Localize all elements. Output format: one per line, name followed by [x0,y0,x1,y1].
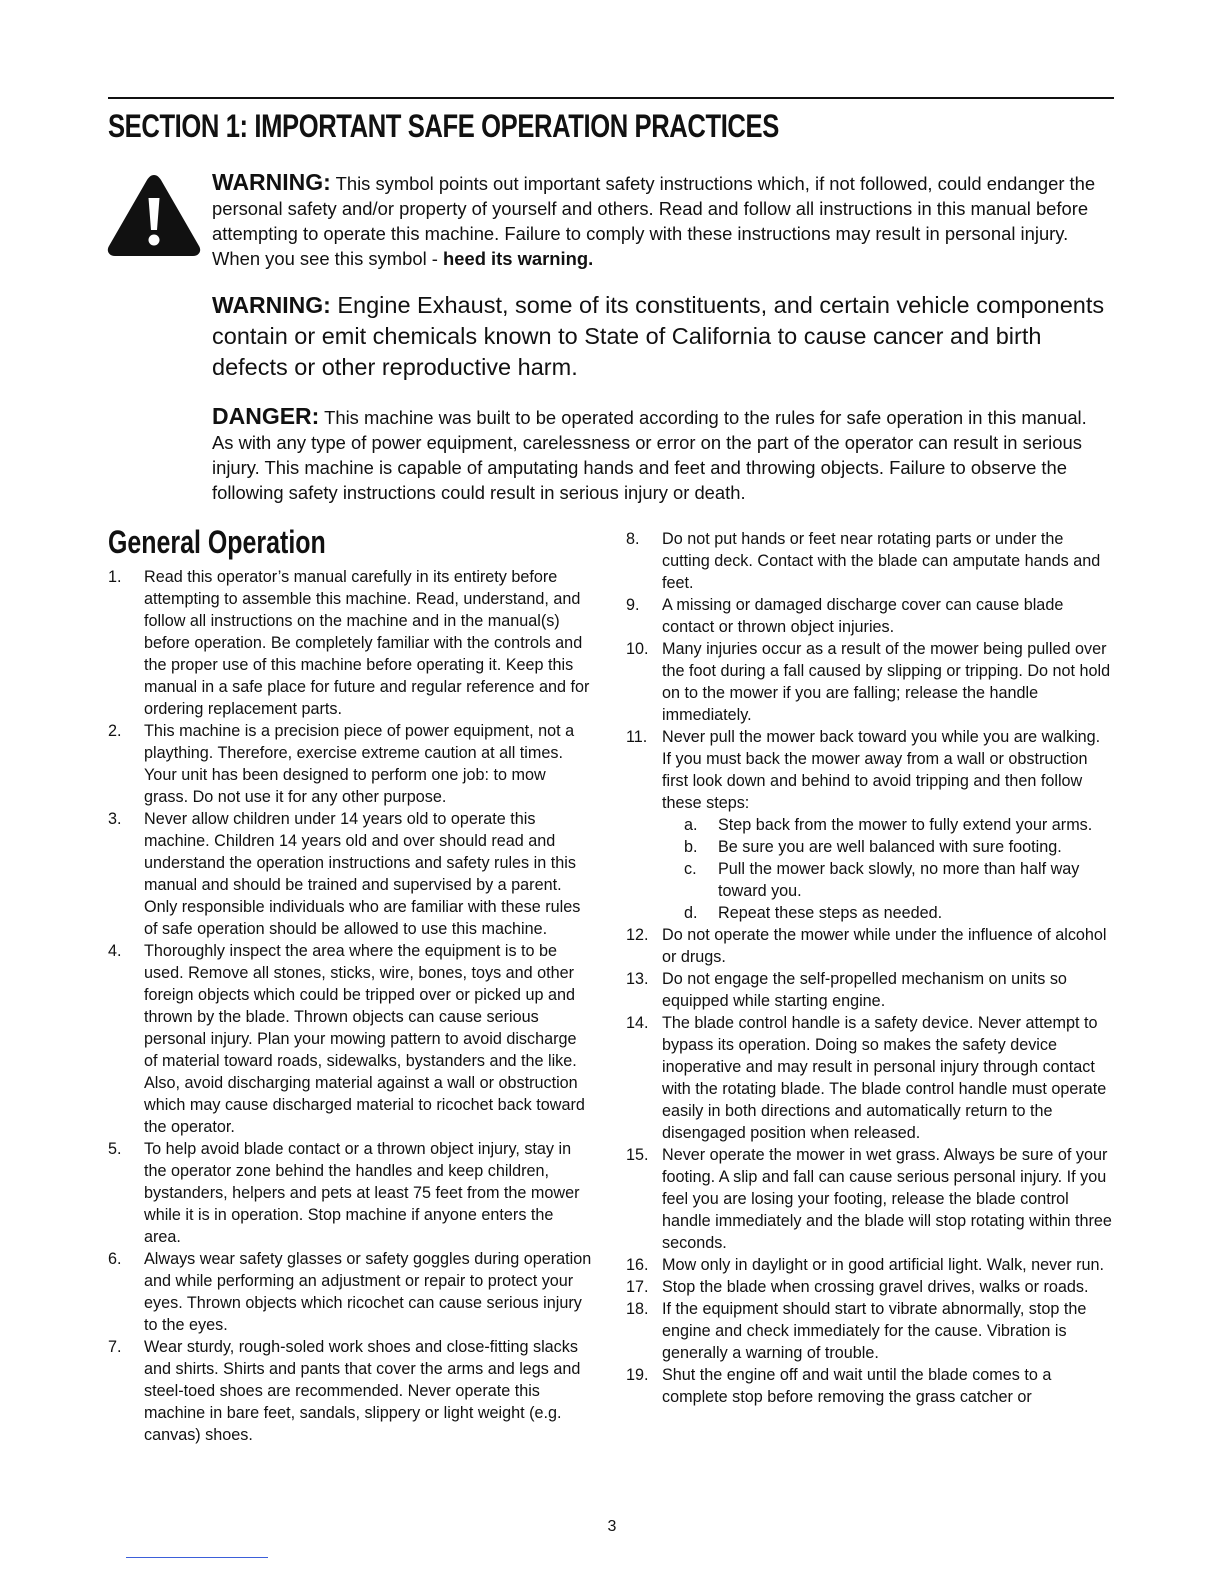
list-item [108,720,593,808]
item-number: 13. [626,970,649,988]
list-item [626,1298,1112,1364]
item-text: Never operate the mower in wet grass. Always be sure of your footing. A slip and fall can cause serious personal injury. If you feel you are losing your footing, release the blade control handle immediately and the blade will stop rotating within three seconds. [662,1146,1112,1252]
item-number: 12. [626,926,649,944]
item-number: 18. [626,1300,649,1318]
item-text: To help avoid blade contact or a thrown object injury, stay in the operator zone behind the handles and keep children, bystanders, helpers and pets at least 75 feet from the mower while it is in operation. Stop machine if anyone enters the area. [144,1140,580,1246]
safety-list-right-column [626,528,1112,1408]
sub-item-text: Repeat these steps as needed. [718,904,943,922]
item-number: 17. [626,1278,649,1296]
item-number: 7. [108,1338,122,1356]
page-number: 3 [607,1518,617,1535]
list-item [626,1276,1112,1298]
item-number: 19. [626,1366,649,1384]
item-text: Wear sturdy, rough-soled work shoes and close-fitting slacks and shirts. Shirts and pants that cover the arms and legs and steel-toed shoes are recommended. Never operate this machine in bare feet, sandals, slippery or light weight (e.g. canvas) shoes. [144,1338,581,1444]
warning-emphasis: heed its warning [443,248,589,269]
danger-notice [212,404,1112,505]
item-number: 9. [626,596,640,614]
list-item [626,924,1112,968]
sub-list-item [662,814,1112,836]
item-text: Do not engage the self-propelled mechanism on units so equipped while starting engine. [662,970,1067,1010]
sub-item-letter: a. [684,816,698,834]
item-text: If the equipment should start to vibrate abnormally, stop the engine and check immediately for the cause. Vibration is generally a warning of trouble. [662,1300,1087,1362]
list-item [626,968,1112,1012]
item-text: A missing or damaged discharge cover can cause blade contact or thrown object injuries. [662,596,1064,636]
item-number: 3. [108,810,122,828]
sub-list-item [662,902,1112,924]
sub-item-letter: d. [684,904,698,922]
warning-notice-california [212,290,1112,383]
sub-item-text: Be sure you are well balanced with sure footing. [718,838,1062,856]
item-text: Shut the engine off and wait until the blade comes to a complete stop before removing the grass catcher or [662,1366,1052,1406]
sub-item-text: Step back from the mower to fully extend your arms. [718,816,1093,834]
list-item [626,528,1112,594]
item-text: Never allow children under 14 years old to operate this machine. Children 14 years old and over should read and understand the operation instructions and safety rules in this manual and should be trained and supervised by a parent. Only responsible individuals who are familiar with these rules of safe operation should be allowed to use this machine. [144,810,581,938]
item-text: Many injuries occur as a result of the mower being pulled over the foot during a fall caused by slipping or tripping. Do not hold on to the mower if you are falling; release the handle immediately. [662,640,1111,724]
item-number: 1. [108,568,122,586]
item-number: 6. [108,1250,122,1268]
warning-end: . [588,248,594,269]
item-number: 11. [626,728,648,746]
item-number: 2. [108,722,122,740]
list-item [108,566,593,720]
warning-label: WARNING: [212,292,331,318]
sub-list-item [662,836,1112,858]
sub-list-item [662,858,1112,902]
list-item [108,1138,593,1248]
section-title: SECTION 1: IMPORTANT SAFE OPERATION PRACTICES [108,108,779,144]
list-item [108,940,593,1138]
footer-rule [126,1557,268,1558]
danger-label: DANGER: [212,403,320,429]
list-item [108,1248,593,1336]
warning-text: This symbol points out important safety instructions which, if not followed, could endanger the personal safety and/or property of yourself and others. Read and follow all instructions in this manual before attempting to operate this machine. Failure to comply with these instructions may result in personal injury. When you see this symbol - [212,173,1096,269]
item-number: 10. [626,640,649,658]
item-number: 8. [626,530,640,548]
sub-item-text: Pull the mower back slowly, no more than half way toward you. [718,860,1080,900]
list-item [626,1364,1112,1408]
warning-label: WARNING: [212,169,331,195]
list-item [626,1254,1112,1276]
item-text: Never pull the mower back toward you while you are walking. If you must back the mower away from a wall or obstruction first look down and behind to avoid tripping and then follow these steps: [662,728,1101,812]
backing-steps-list [662,814,1112,924]
list-item [626,1144,1112,1254]
sub-item-letter: b. [684,838,698,856]
item-number: 16. [626,1256,649,1274]
sub-item-letter: c. [684,860,697,878]
item-text: Stop the blade when crossing gravel drives, walks or roads. [662,1278,1089,1296]
list-item [108,808,593,940]
item-text: Mow only in daylight or in good artificial light. Walk, never run. [662,1256,1105,1274]
item-text: Do not put hands or feet near rotating parts or under the cutting deck. Contact with the blade can amputate hands and feet. [662,530,1101,592]
item-text: Always wear safety glasses or safety goggles during operation and while performing an adjustment or repair to protect your eyes. Thrown objects which ricochet can cause serious injury to the eyes. [144,1250,592,1334]
list-item [108,1336,593,1446]
item-number: 4. [108,942,122,960]
warning-text: Engine Exhaust, some of its constituents, and certain vehicle components contain or emit chemicals known to State of California to cause cancer and birth defects or other reproductive harm. [212,292,1105,380]
list-item [626,1012,1112,1144]
top-rule [108,97,1114,99]
item-text: Do not operate the mower while under the influence of alcohol or drugs. [662,926,1107,966]
list-item [626,594,1112,638]
general-operation-title: General Operation [108,524,326,560]
list-item [626,726,1112,924]
item-text: Thoroughly inspect the area where the equipment is to be used. Remove all stones, sticks, wire, bones, toys and other foreign objects which could be tripped over or picked up and thrown by the blade. Thrown objects can cause serious personal injury. Plan your mowing pattern to avoid discharge of material toward roads, sidewalks, bystanders and the like. Also, avoid discharging material against a wall or obstruction which may cause discharged material to ricochet back toward the operator. [144,942,585,1136]
warning-notice-symbol [212,170,1112,271]
warning-triangle-icon [106,172,202,258]
item-text: Read this operator’s manual carefully in its entirety before attempting to assemble this machine. Read, understand, and follow all instructions on the machine and in the manual(s) before operation. Be completely familiar with the controls and the proper use of this machine before operating it. Keep this manual in a safe place for future and regular reference and for ordering replacement parts. [144,568,590,718]
item-number: 15. [626,1146,649,1164]
item-number: 5. [108,1140,122,1158]
item-text: The blade control handle is a safety device. Never attempt to bypass its operation. Doing so makes the safety device inoperative and may result in personal injury through contact with the rotating blade. The blade control handle must operate easily in both directions and automatically return to the disengaged position when released. [662,1014,1107,1142]
safety-list-left-column [108,566,593,1446]
danger-text: This machine was built to be operated according to the rules for safe operation in this manual. As with any type of power equipment, carelessness or error on the part of the operator can result in serious injury. This machine is capable of amputating hands and feet and throwing objects. Failure to observe the following safety instructions could result in serious injury or death. [212,407,1087,503]
list-item [626,638,1112,726]
item-text: This machine is a precision piece of power equipment, not a plaything. Therefore, exercise extreme caution at all times. Your unit has been designed to perform one job: to mow grass. Do not use it for any other purpose. [144,722,575,806]
item-number: 14. [626,1014,649,1032]
